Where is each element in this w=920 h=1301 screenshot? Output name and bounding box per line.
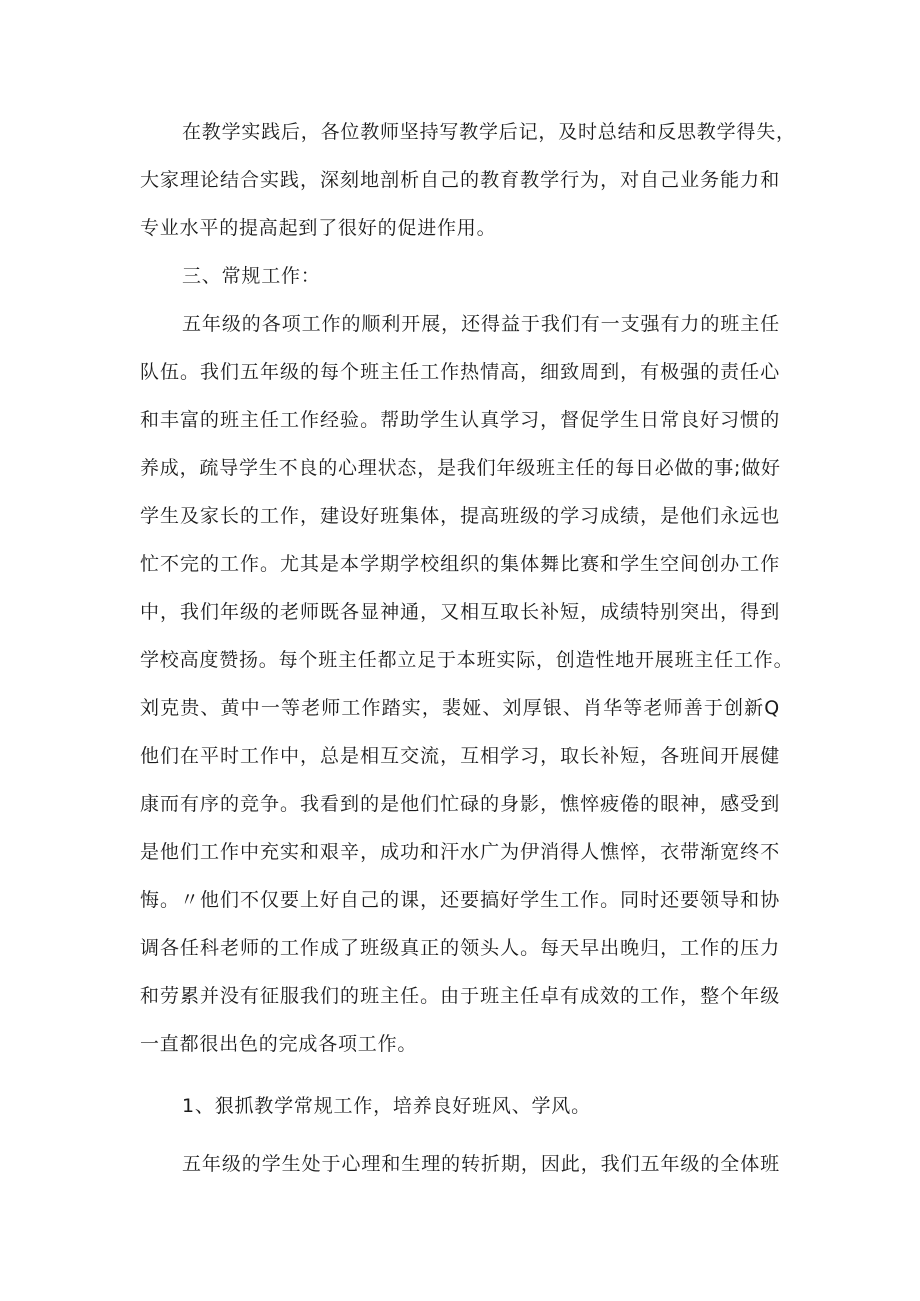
paragraph-line: 大家理论结合实践，深刻地剖析自己的教育教学行为，对自己业务能力和 bbox=[140, 169, 780, 191]
paragraph-line: 是他们工作中充实和艰辛，成功和汗水广为伊消得人憔悴，衣带渐宽终不 bbox=[140, 841, 780, 863]
paragraph-line: 专业水平的提高起到了很好的促进作用。 bbox=[140, 217, 497, 239]
paragraph-line: 学校高度赞扬。每个班主任都立足于本班实际，创造性地开展班主任工作。 bbox=[140, 649, 794, 671]
paragraph-line: 和劳累并没有征服我们的班主任。由于班主任卓有成效的工作，整个年级 bbox=[140, 985, 780, 1007]
paragraph-line: 五年级的各项工作的顺利开展，还得益于我们有一支强有力的班主任 bbox=[182, 313, 780, 335]
paragraph-line: 中，我们年级的老师既各显神通，又相互取长补短，成绩特别突出，得到 bbox=[140, 601, 780, 623]
paragraph-line: 五年级的学生处于心理和生理的转折期，因此，我们五年级的全体班 bbox=[182, 1153, 780, 1175]
paragraph-line: 忙不完的工作。尤其是本学期学校组织的集体舞比赛和学生空间创办工作 bbox=[140, 553, 780, 575]
paragraph-line: 一直都很出色的完成各项工作。 bbox=[140, 1033, 418, 1055]
paragraph-line: 养成，疏导学生不良的心理状态，是我们年级班主任的每日必做的事;做好 bbox=[140, 457, 781, 479]
paragraph-line: 学生及家长的工作，建设好班集体，提高班级的学习成绩，是他们永远也 bbox=[140, 505, 780, 527]
section-heading: 三、常规工作： bbox=[182, 265, 321, 287]
paragraph-line: 队伍。我们五年级的每个班主任工作热情高，细致周到，有极强的责任心 bbox=[140, 361, 780, 383]
paragraph-line: 他们在平时工作中，总是相互交流，互相学习，取长补短，各班间开展健 bbox=[140, 745, 780, 767]
paragraph-line: 康而有序的竞争。我看到的是他们忙碌的身影，憔悴疲倦的眼神，感受到 bbox=[140, 793, 780, 815]
paragraph-line: 刘克贵、黄中一等老师工作踏实，裴娅、刘厚银、肖华等老师善于创新Q bbox=[140, 697, 780, 719]
paragraph-line: 在教学实践后，各位教师坚持写教学后记，及时总结和反思教学得失， bbox=[182, 121, 796, 143]
paragraph-line: 调各任科老师的工作成了班级真正的领头人。每天早出晚归，工作的压力 bbox=[140, 937, 780, 959]
subsection-heading: 1、狠抓教学常规工作，培养良好班风、学风。 bbox=[182, 1095, 591, 1117]
paragraph-line: 悔。〃他们不仅要上好自己的课，还要搞好学生工作。同时还要领导和协 bbox=[140, 889, 780, 911]
paragraph-line: 和丰富的班主任工作经验。帮助学生认真学习，督促学生日常良好习惯的 bbox=[140, 409, 780, 431]
